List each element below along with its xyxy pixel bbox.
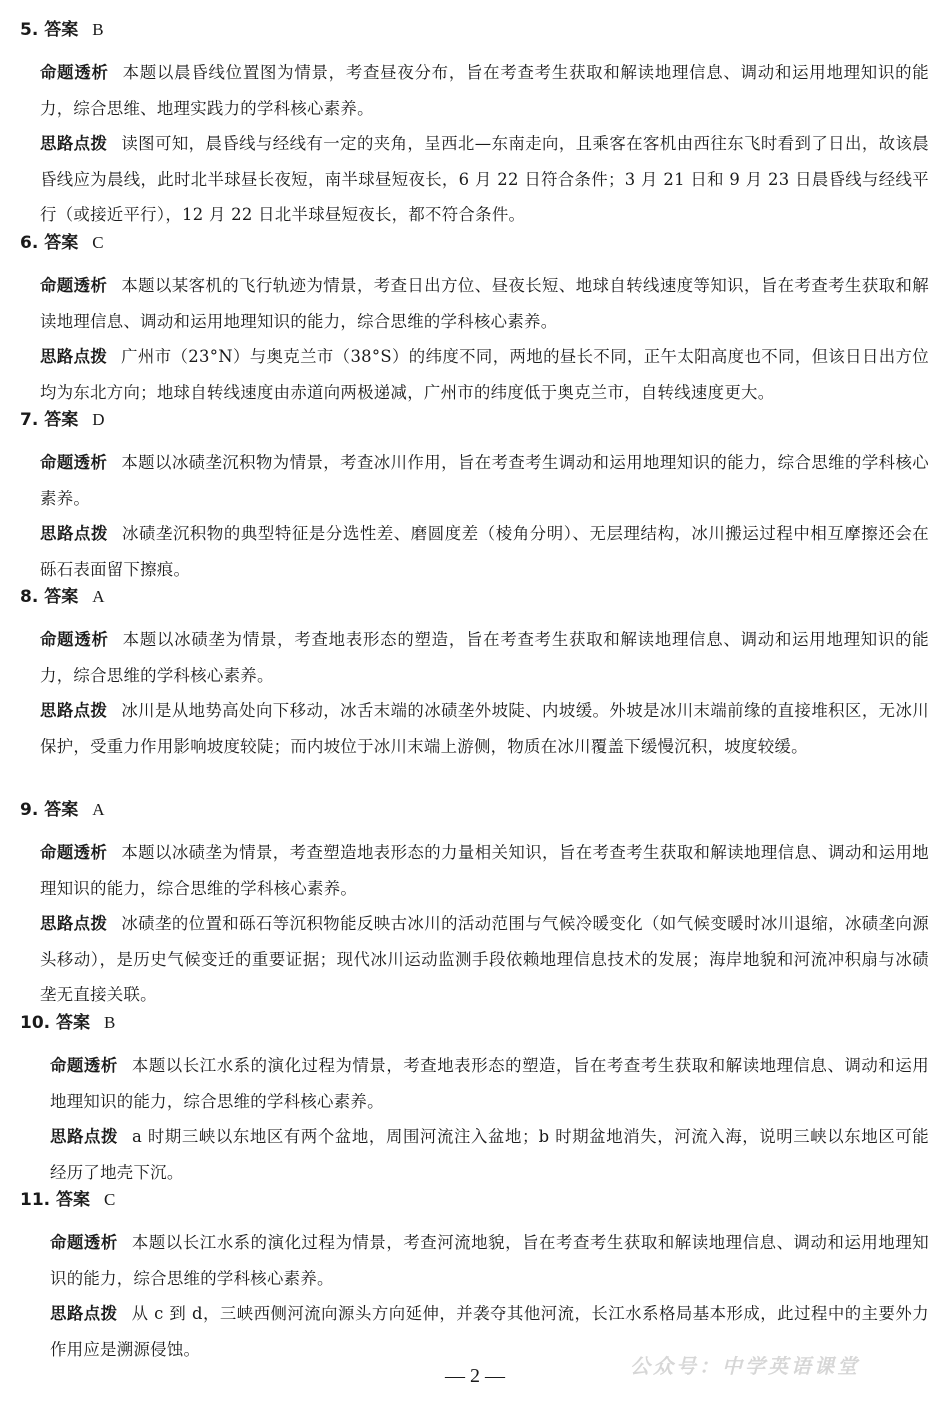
analysis-paragraph xyxy=(0,622,950,693)
analysis-label: 命题透析 xyxy=(40,630,109,649)
analysis-label: 命题透析 xyxy=(40,276,108,295)
answer-choice: C xyxy=(104,1190,116,1209)
answer-heading xyxy=(0,18,950,42)
hint-paragraph xyxy=(0,693,950,764)
hint-label: 思路点拨 xyxy=(40,134,108,153)
answer-item-9 xyxy=(0,798,950,1013)
answer-heading xyxy=(0,408,950,432)
answer-heading xyxy=(0,1188,950,1212)
analysis-label: 命题透析 xyxy=(40,843,108,862)
analysis-paragraph xyxy=(0,1225,950,1296)
answer-heading xyxy=(0,798,950,822)
hint-paragraph xyxy=(0,126,950,233)
hint-label: 思路点拨 xyxy=(50,1304,118,1323)
analysis-paragraph xyxy=(0,1048,950,1119)
answer-number: 8. 答案 xyxy=(20,587,79,607)
analysis-label: 命题透析 xyxy=(50,1056,118,1075)
page-number: — 2 — xyxy=(445,1365,505,1387)
answer-number: 11. 答案 xyxy=(20,1190,91,1210)
analysis-paragraph xyxy=(0,55,950,126)
answer-heading xyxy=(0,231,950,255)
answer-item-5 xyxy=(0,18,950,233)
hint-text: a 时期三峡以东地区有两个盆地，周围河流注入盆地；b 时期盆地消失，河流入海，说明三峡以东地区可能经历了地壳下沉。 xyxy=(50,1127,929,1182)
watermark: 公众号：中学英语课堂 xyxy=(630,1354,860,1378)
analysis-text: 本题以冰碛垄为情景，考查塑造地表形态的力量相关知识，旨在考查考生获取和解读地理信息、调动和运用地理知识的能力，综合思维的学科核心素养。 xyxy=(40,843,929,898)
answer-choice: A xyxy=(92,587,105,606)
answer-number: 10. 答案 xyxy=(20,1013,91,1033)
analysis-text: 本题以长江水系的演化过程为情景，考查地表形态的塑造，旨在考查考生获取和解读地理信息、调动和运用地理知识的能力，综合思维的学科核心素养。 xyxy=(50,1056,929,1111)
answer-choice: B xyxy=(92,20,104,39)
hint-label: 思路点拨 xyxy=(40,524,108,543)
analysis-label: 命题透析 xyxy=(40,453,108,472)
analysis-paragraph xyxy=(0,835,950,906)
hint-paragraph xyxy=(0,339,950,410)
hint-text: 冰川是从地势高处向下移动，冰舌末端的冰碛垄外坡陡、内坡缓。外坡是冰川末端前缘的直接堆积区，无冰川保护，受重力作用影响坡度较陡；而内坡位于冰川末端上游侧，物质在冰川覆盖下缓慢沉积，坡度较缓。 xyxy=(40,701,929,756)
analysis-label: 命题透析 xyxy=(50,1233,118,1252)
analysis-text: 本题以某客机的飞行轨迹为情景，考查日出方位、昼夜长短、地球自转线速度等知识，旨在考查考生获取和解读地理信息、调动和运用地理知识的能力，综合思维的学科核心素养。 xyxy=(40,276,929,331)
answer-item-7 xyxy=(0,408,950,587)
analysis-text: 本题以冰碛垄沉积物为情景，考查冰川作用，旨在考查考生调动和运用地理知识的能力，综合思维的学科核心素养。 xyxy=(40,453,929,508)
analysis-text: 本题以长江水系的演化过程为情景，考查河流地貌，旨在考查考生获取和解读地理信息、调动和运用地理知识的能力，综合思维的学科核心素养。 xyxy=(50,1233,929,1288)
hint-label: 思路点拨 xyxy=(40,914,108,933)
analysis-text: 本题以冰碛垄为情景，考查地表形态的塑造，旨在考查考生获取和解读地理信息、调动和运用地理知识的能力，综合思维的学科核心素养。 xyxy=(40,630,929,685)
analysis-paragraph xyxy=(0,268,950,339)
answer-number: 5. 答案 xyxy=(20,20,79,40)
answer-heading xyxy=(0,585,950,609)
answer-choice: C xyxy=(92,233,104,252)
answer-heading xyxy=(0,1011,950,1035)
answer-choice: A xyxy=(92,800,105,819)
analysis-text: 本题以晨昏线位置图为情景，考查昼夜分布，旨在考查考生获取和解读地理信息、调动和运用地理知识的能力，综合思维、地理实践力的学科核心素养。 xyxy=(40,63,929,118)
analysis-paragraph xyxy=(0,445,950,516)
hint-text: 读图可知，晨昏线与经线有一定的夹角，呈西北—东南走向，且乘客在客机由西往东飞时看到了日出，故该晨昏线应为晨线，此时北半球昼长夜短，南半球昼短夜长，6 月 22 日符合条件；3 月 21 日和 9 月 23 日晨昏线与经线平行（或接近平行），12 月 22 日北半球昼短夜长，都不符合条件。 xyxy=(40,134,929,224)
analysis-label: 命题透析 xyxy=(40,63,109,82)
answer-item-10 xyxy=(0,1011,950,1190)
answer-choice: D xyxy=(92,410,105,429)
answer-item-8 xyxy=(0,585,950,764)
hint-label: 思路点拨 xyxy=(40,347,108,366)
hint-text: 冰碛垄沉积物的典型特征是分选性差、磨圆度差（棱角分明）、无层理结构，冰川搬运过程中相互摩擦还会在砾石表面留下擦痕。 xyxy=(40,524,929,579)
answer-number: 6. 答案 xyxy=(20,233,79,253)
hint-text: 广州市（23°N）与奥克兰市（38°S）的纬度不同，两地的昼长不同，正午太阳高度也不同，但该日日出方位均为东北方向；地球自转线速度由赤道向两极递减，广州市的纬度低于奥克兰市，自转线速度更大。 xyxy=(40,347,929,402)
hint-label: 思路点拨 xyxy=(50,1127,119,1146)
answer-choice: B xyxy=(104,1013,116,1032)
answer-number: 9. 答案 xyxy=(20,800,79,820)
answer-item-11 xyxy=(0,1188,950,1367)
hint-paragraph xyxy=(0,906,950,1013)
hint-paragraph xyxy=(0,1119,950,1190)
answer-number: 7. 答案 xyxy=(20,410,79,430)
answer-item-6 xyxy=(0,231,950,410)
hint-text: 从 c 到 d，三峡西侧河流向源头方向延伸，并袭夺其他河流，长江水系格局基本形成，此过程中的主要外力作用应是溯源侵蚀。 xyxy=(50,1304,929,1359)
hint-paragraph xyxy=(0,516,950,587)
hint-label: 思路点拨 xyxy=(40,701,108,720)
hint-text: 冰碛垄的位置和砾石等沉积物能反映古冰川的活动范围与气候冷暖变化（如气候变暖时冰川退缩，冰碛垄向源头移动），是历史气候变迁的重要证据；现代冰川运动监测手段依赖地理信息技术的发展；海岸地貌和河流冲积扇与冰碛垄无直接关联。 xyxy=(40,914,929,1004)
